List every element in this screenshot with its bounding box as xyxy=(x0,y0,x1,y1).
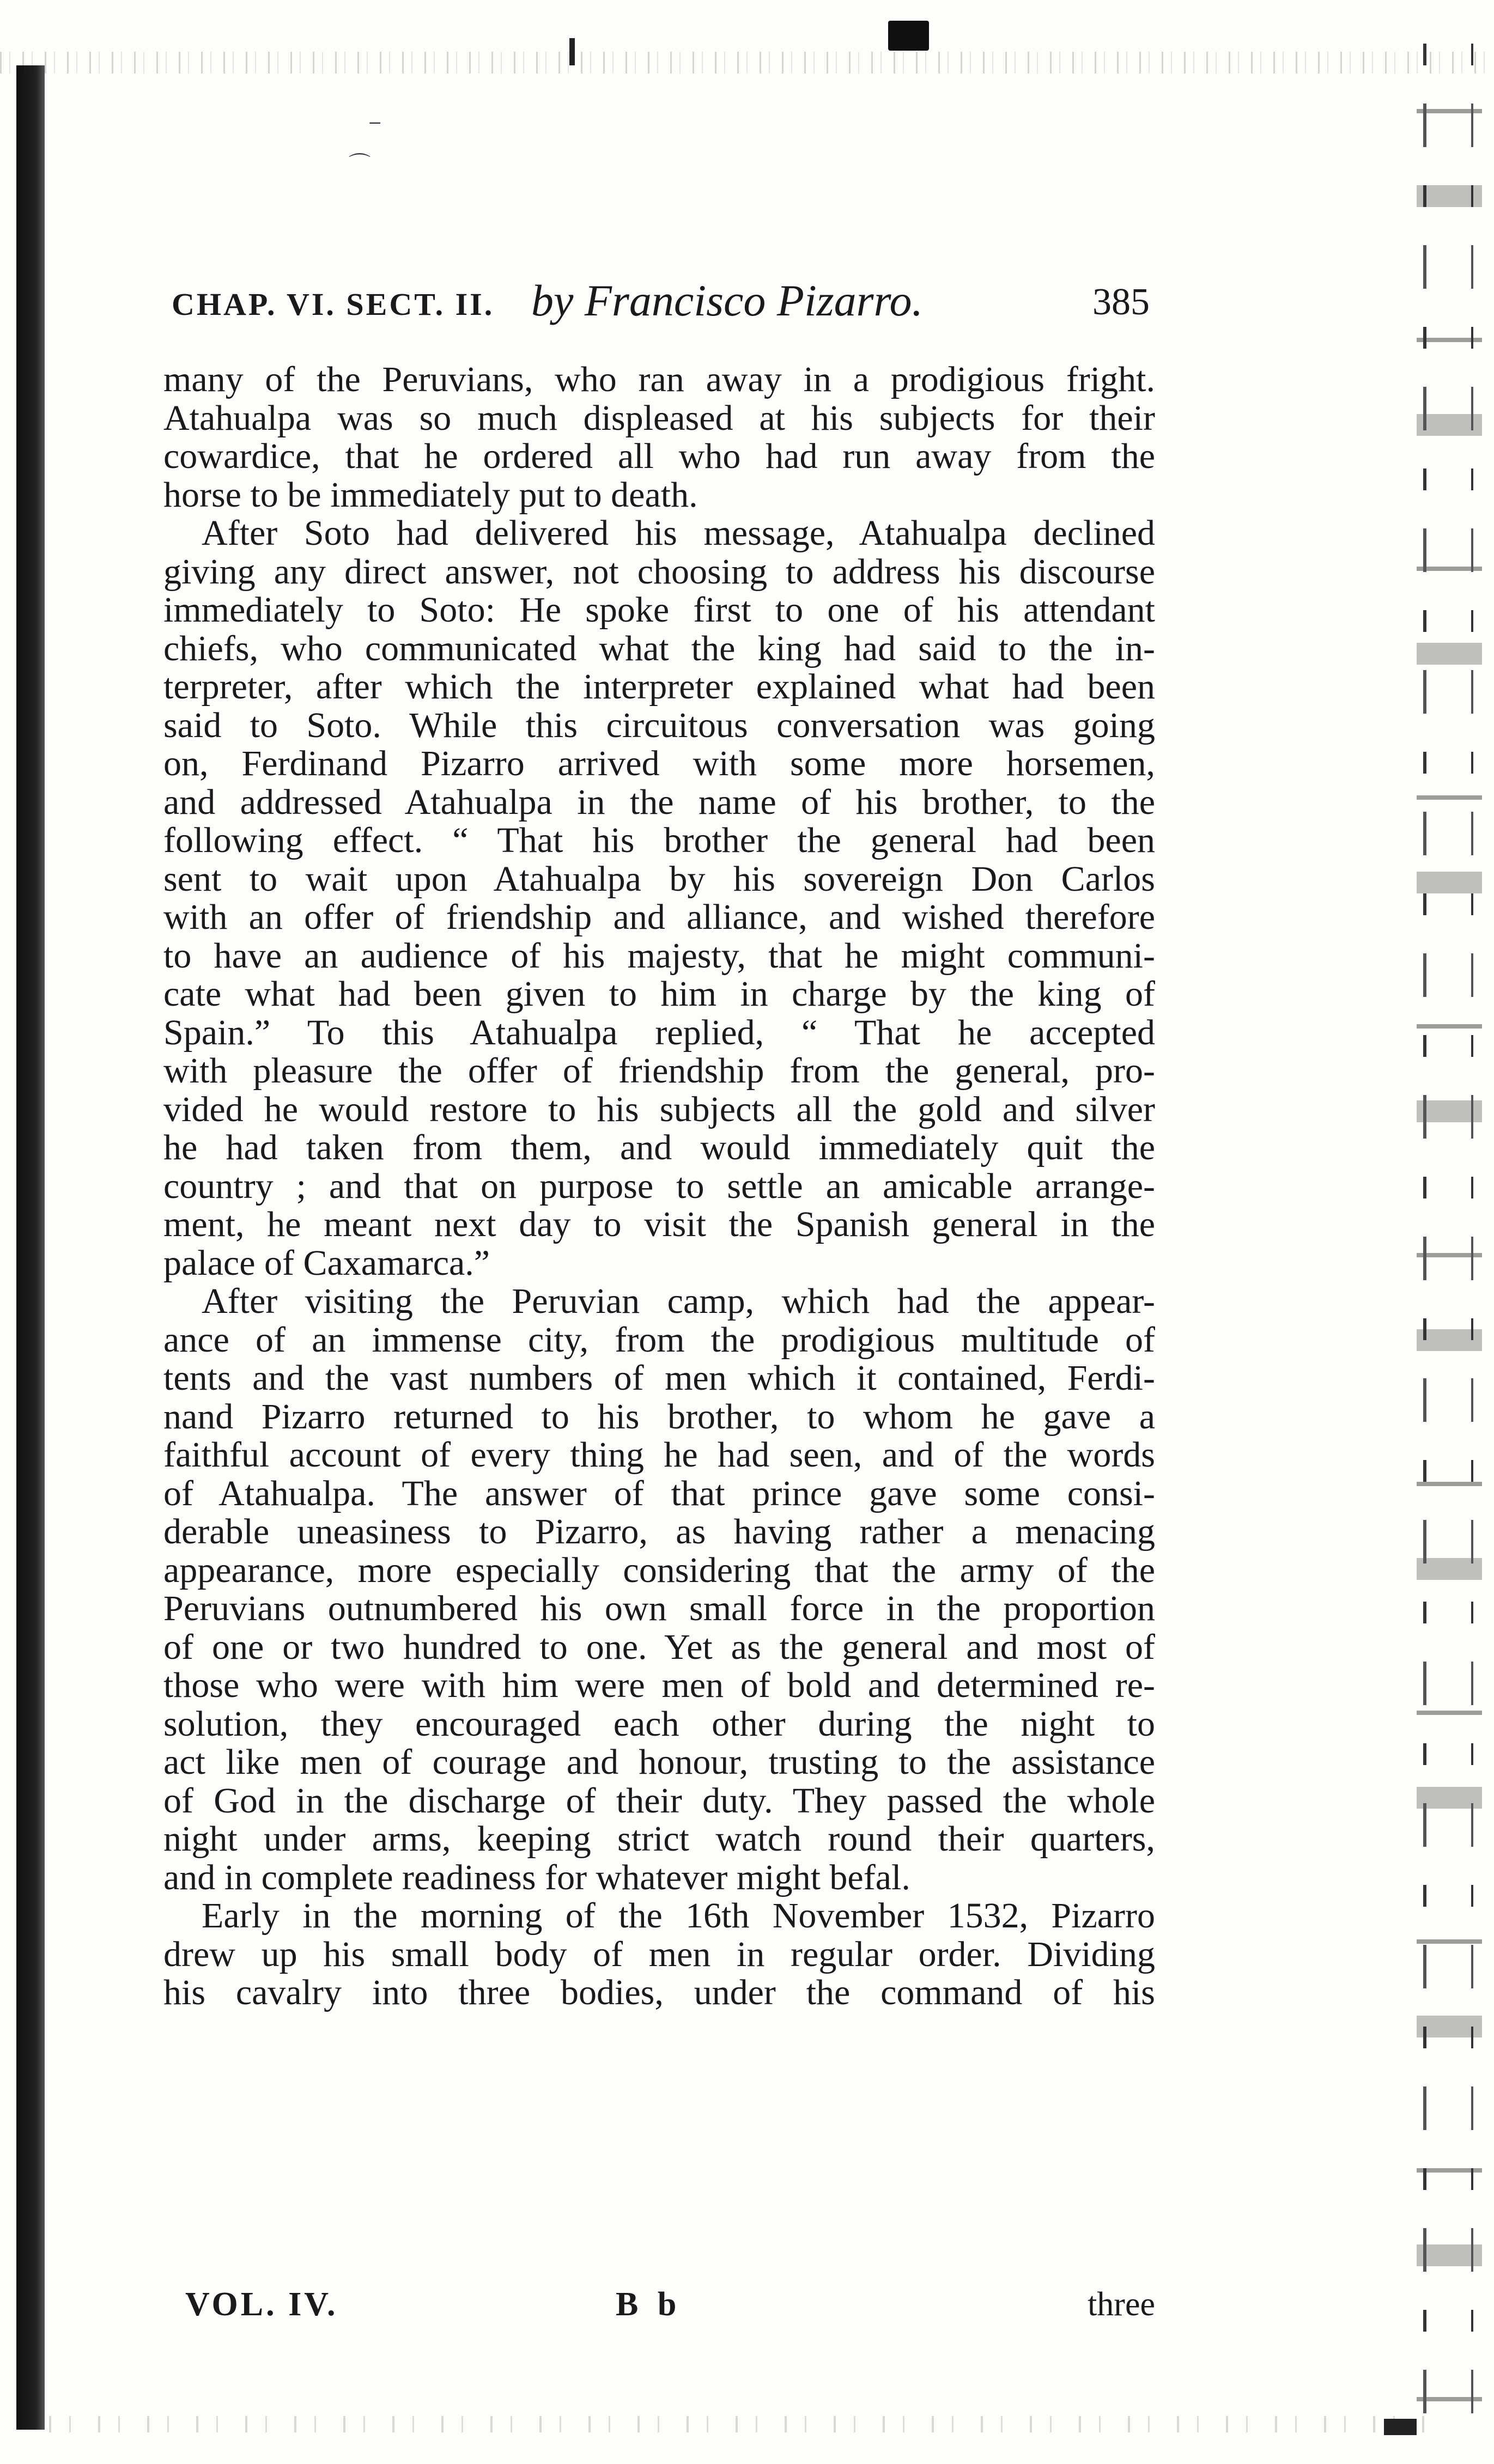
stray-mark: ⌒ xyxy=(349,152,371,177)
bottom-scan-noise xyxy=(49,2416,1428,2432)
text-line: After visiting the Peruvian camp, which had the appear- xyxy=(202,1281,1155,1321)
right-edge-line xyxy=(1471,44,1473,2441)
text-line: he had taken from them, and would immediately quit the xyxy=(163,1128,1155,1167)
body-text xyxy=(163,361,1155,2012)
text-line: his cavalry into three bodies, under the command of his xyxy=(163,1973,1155,2012)
text-line: vided he would restore to his subjects all the gold and silver xyxy=(163,1089,1155,1129)
text-line: those who were with him were men of bold and determined re- xyxy=(163,1665,1155,1705)
text-line: night under arms, keeping strict watch round their quarters, xyxy=(163,1819,1155,1859)
text-line: cowardice, that he ordered all who had run away from the xyxy=(163,436,1155,476)
binding-edge-shadow xyxy=(16,65,45,2430)
text-line: Spain.” To this Atahualpa replied, “ That he accepted xyxy=(163,1012,1155,1052)
text-line: drew up his small body of men in regular order. Dividing xyxy=(163,1934,1155,1974)
text-line: ance of an immense city, from the prodigious multitude of xyxy=(163,1319,1155,1360)
text-line: on, Ferdinand Pizarro arrived with some more horsemen, xyxy=(163,744,1155,783)
text-line: act like men of courage and honour, trusting to the assistance xyxy=(163,1742,1155,1782)
text-line: Atahualpa was so much displeased at his subjects for their xyxy=(163,398,1155,438)
text-line: Early in the morning of the 16th November 1532, Pizarro xyxy=(202,1896,1155,1936)
text-line: palace of Caxamarca.” xyxy=(163,1243,490,1283)
page-number: 385 xyxy=(1092,281,1150,323)
catchword: three xyxy=(1088,2286,1155,2323)
top-ink-mark xyxy=(569,38,575,65)
text-line: horse to be immediately put to death. xyxy=(163,474,698,515)
text-line: faithful account of every thing he had seen, and of the words xyxy=(163,1435,1155,1475)
text-line: many of the Peruvians, who ran away in a prodigious fright. xyxy=(163,360,1155,399)
text-line: of God in the discharge of their duty. They passed the whole xyxy=(163,1780,1155,1821)
signature-mark: B b xyxy=(616,2286,682,2323)
running-head xyxy=(172,275,1150,335)
text-line: giving any direct answer, not choosing to address his discourse xyxy=(163,551,1155,592)
right-edge-line xyxy=(1423,44,1426,2441)
text-line: with an offer of friendship and alliance, and wished therefore xyxy=(163,897,1155,937)
top-ink-smudge xyxy=(888,21,929,51)
chapter-section-label: CHAP. VI. SECT. II. xyxy=(172,287,495,322)
volume-label: VOL. IV. xyxy=(185,2286,338,2323)
running-title: by Francisco Pizarro. xyxy=(531,276,923,325)
text-line: derable uneasiness to Pizarro, as having rather a menacing xyxy=(163,1512,1155,1552)
text-line: appearance, more especially considering that the army of the xyxy=(163,1550,1155,1590)
text-line: Peruvians outnumbered his own small force in the proportion xyxy=(163,1589,1155,1628)
text-line: said to Soto. While this circuitous conversation was going xyxy=(163,705,1155,745)
text-line: terpreter, after which the interpreter explained what had been xyxy=(163,667,1155,707)
top-scan-noise xyxy=(0,52,1494,74)
text-line: of Atahualpa. The answer of that prince gave some consi- xyxy=(163,1473,1155,1513)
text-line: solution, they encouraged each other during the night to xyxy=(163,1703,1155,1744)
bottom-ink-smudge xyxy=(1384,2419,1417,2435)
text-line: ment, he meant next day to visit the Spanish general in the xyxy=(163,1204,1155,1244)
text-line: After Soto had delivered his message, Atahualpa declined xyxy=(202,513,1155,553)
text-line: following effect. “ That his brother the general had been xyxy=(163,820,1155,860)
stray-mark: ⁻ xyxy=(368,112,382,143)
text-line: chiefs, who communicated what the king had said to the in- xyxy=(163,628,1155,668)
page-footer xyxy=(185,2285,1155,2329)
text-line: cate what had been given to him in charge by the king of xyxy=(163,974,1155,1014)
text-line: immediately to Soto: He spoke first to one of his attendant xyxy=(163,590,1155,630)
text-line: and in complete readiness for whatever might befal. xyxy=(163,1857,910,1897)
text-line: and addressed Atahualpa in the name of his brother, to the xyxy=(163,782,1155,822)
text-line: with pleasure the offer of friendship from the general, pro- xyxy=(163,1051,1155,1091)
text-line: to have an audience of his majesty, that he might communi- xyxy=(163,935,1155,976)
text-line: of one or two hundred to one. Yet as the general and most of xyxy=(163,1627,1155,1667)
text-line: tents and the vast numbers of men which it contained, Ferdi- xyxy=(163,1358,1155,1398)
text-line: country ; and that on purpose to settle an amicable arrange- xyxy=(163,1166,1155,1206)
text-line: sent to wait upon Atahualpa by his sovereign Don Carlos xyxy=(163,859,1155,899)
text-line: nand Pizarro returned to his brother, to whom he gave a xyxy=(163,1396,1155,1437)
